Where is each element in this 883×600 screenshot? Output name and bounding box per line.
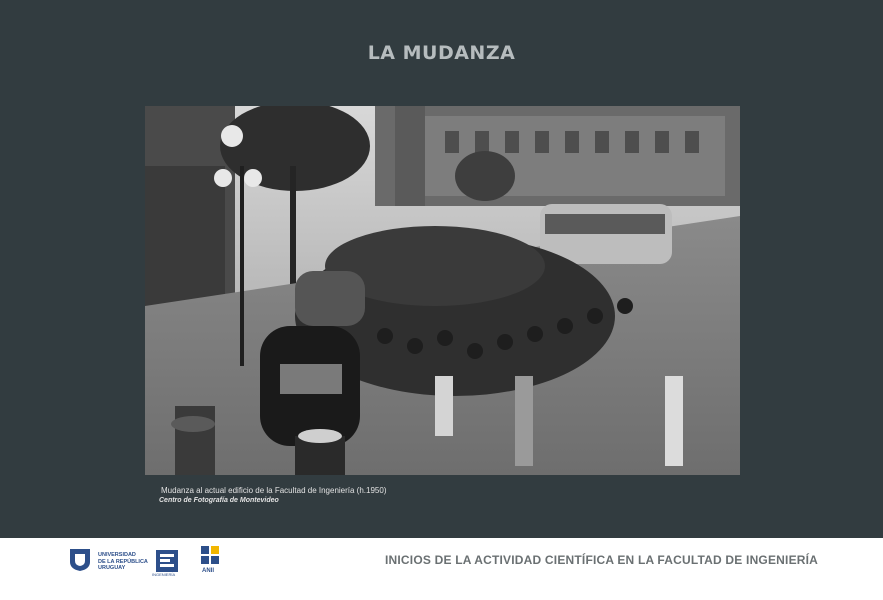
anii-label: ANII	[202, 568, 214, 574]
udelar-line: URUGUAY	[98, 565, 126, 571]
historic-photo	[145, 106, 740, 475]
anii-logo-icon	[200, 545, 220, 567]
page-title: LA MUDANZA	[367, 42, 516, 64]
udelar-logo-icon	[69, 548, 91, 572]
fing-label: INGENIERÍA	[152, 572, 176, 577]
udelar-line: UNIVERSIDAD	[98, 552, 136, 558]
street-crowd-photo	[145, 106, 740, 475]
photo-credit: Centro de Fotografía de Montevideo	[159, 497, 279, 504]
fing-logo-icon	[154, 548, 180, 574]
footer-subtitle: INICIOS DE LA ACTIVIDAD CIENTÍFICA EN LA FACULTAD DE INGENIERÍA	[385, 553, 819, 567]
photo-caption: Mudanza al actual edificio de la Facultad de Ingeniería (h.1950)	[161, 486, 387, 495]
udelar-line: DE LA REPÚBLICA	[98, 558, 148, 565]
udelar-text	[98, 552, 148, 572]
